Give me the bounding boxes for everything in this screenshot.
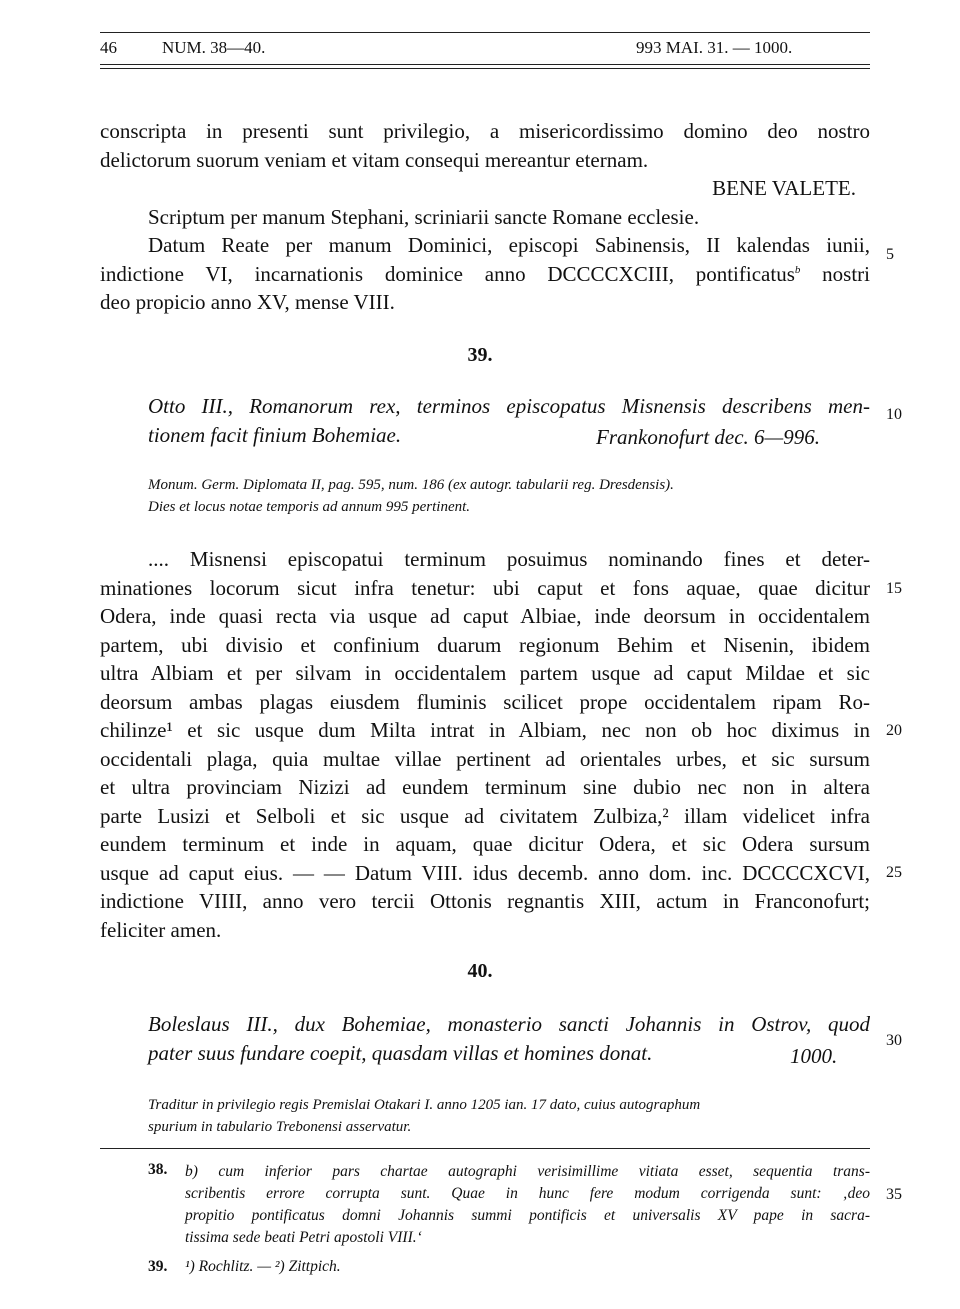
footnote-line: tissima sede beati Petri apostoli VIII.‘ <box>185 1229 422 1246</box>
text-line: eundem terminum et inde in aquam, quae dicitur Odera, et sic Odera sursum <box>100 832 870 856</box>
footnote-line: b) cum inferior pars chartae autographi verisimillime vitiata esset, sequentia trans- <box>185 1163 870 1180</box>
doc39-number: 39. <box>467 344 493 366</box>
doc39-source <box>148 474 674 518</box>
line-number: 35 <box>886 1186 902 1203</box>
doc39-place-date: Frankonofurt dec. 6—996. <box>596 425 820 449</box>
line-number: 15 <box>886 580 902 597</box>
text-line: et ultra provinciam Nizizi ad eundem terminum sine dubio nec non in altera <box>100 775 870 799</box>
footnote-38-label: 38. <box>148 1161 168 1178</box>
title-line: Boleslaus III., dux Bohemiae, monasterio sancti Johannis in Ostrov, quod <box>148 1012 870 1036</box>
datum-line: Datum Reate per manum Dominici, episcopi Sabinensis, II kalendas iunii, <box>148 233 870 257</box>
text-line: indictione VIIII, anno vero tercii Ottonis regnantis XIII, actum in Franconofurt; <box>100 889 870 913</box>
footnote-39: ¹) Rochlitz. — ²) Zittpich. <box>185 1258 341 1275</box>
text-line: chilinze¹ et sic usque dum Milta intrat in Albiam, nec non ob hoc diximus in <box>100 718 870 742</box>
doc40-date: 1000. <box>790 1044 838 1068</box>
title-line: pater suus fundare coepit, quasdam villas et homines donat. <box>148 1040 653 1065</box>
doc40-number: 40. <box>467 960 493 982</box>
line-number: 30 <box>886 1032 902 1049</box>
text-line: partem, ubi divisio et confinium duarum regionum Behim et Nisenin, ibidem <box>100 632 870 657</box>
title-line: tionem facit finium Bohemiae. <box>148 422 402 447</box>
source-line: spurium in tabulario Trebonensi asservatur. <box>148 1119 412 1135</box>
text-line: conscripta in presenti sunt privilegio, a misericordissimo domino deo nostro <box>100 119 870 143</box>
doc39-body <box>100 545 870 944</box>
title-line: Otto III., Romanorum rex, terminos episcopatus Misnensis describens men- <box>148 394 870 418</box>
text-line: parte Lusizi et Selboli et sic usque ad civitatem Zulbiza,² illam videlicet infra <box>100 803 870 828</box>
footnote-38 <box>185 1161 870 1249</box>
datum-line: indictione VI, incarnationis dominice anno DCCCCXCIII, pontificatus$^b$ nostri <box>100 261 870 286</box>
footnote-39-label: 39. <box>148 1258 168 1275</box>
running-head-section: NUM. 38—40. <box>162 38 266 57</box>
datum-line: deo propicio anno XV, mense VIII. <box>100 290 395 314</box>
line-number: 20 <box>886 722 902 739</box>
line-number: 25 <box>886 864 902 881</box>
text-line: deorsum ambas plagas eiusdem fluminis scilicet prope occidentalem ripam Ro- <box>100 689 870 714</box>
doc38-text <box>100 117 870 317</box>
text-line: delictorum suorum veniam et vitam consequi mereantur eternam. <box>100 147 649 172</box>
header-rule-1 <box>100 64 870 65</box>
doc40-source <box>148 1094 870 1138</box>
valete: BENE VALETE. <box>712 176 856 200</box>
line-number: 5 <box>886 246 894 263</box>
page-number: 46 <box>100 38 117 57</box>
header-rule-2 <box>100 68 870 69</box>
text-line: ultra Albiam et per silvam in occidentalem partem usque ad caput Mildae et sic <box>100 661 870 685</box>
text-line: usque ad caput eius. — — Datum VIII. idus decemb. anno dom. inc. DCCCCXCVI, <box>100 860 870 885</box>
text-line: feliciter amen. <box>100 917 222 942</box>
text-line: .... Misnensi episcopatui terminum posuimus nominando fines et deter- <box>148 547 870 571</box>
footnote-line: scribentis errore corrupta sunt. Quae in hunc fere modum corrigenda sunt: ‚deo <box>185 1185 870 1202</box>
footnote-rule <box>100 1148 870 1149</box>
scriptum-line: Scriptum per manum Stephani, scriniarii sancte Romane ecclesie. <box>148 204 700 229</box>
doc40-title <box>148 1010 870 1067</box>
text-line: occidentali plaga, quia multae villae pertinent ad orientales urbes, et sic sursum <box>100 746 870 771</box>
footnote-line: propitio pontificatus domni Johannis summi pontificis et universalis XV pape in sacra- <box>185 1207 870 1224</box>
running-head-dates: 993 MAI. 31. — 1000. <box>636 38 793 57</box>
text-line: minationes locorum sicut infra tenetur: ubi caput et fons aquae, quae dicitur <box>100 575 870 600</box>
line-number: 10 <box>886 406 902 423</box>
footnote-marker: b <box>794 263 801 276</box>
source-line: Traditur in privilegio regis Premislai Otakari I. anno 1205 ian. 17 dato, cuius autographum <box>148 1097 701 1113</box>
source-line: Dies et locus notae temporis ad annum 995 pertinent. <box>148 499 471 515</box>
header-top-rule <box>100 32 870 33</box>
text-line: Odera, inde quasi recta via usque ad caput Albiae, inde deorsum in occidentalem <box>100 604 870 628</box>
source-line: Monum. Germ. Diplomata II, pag. 595, num. 186 (ex autogr. tabularii reg. Dresdensis). <box>148 477 674 493</box>
